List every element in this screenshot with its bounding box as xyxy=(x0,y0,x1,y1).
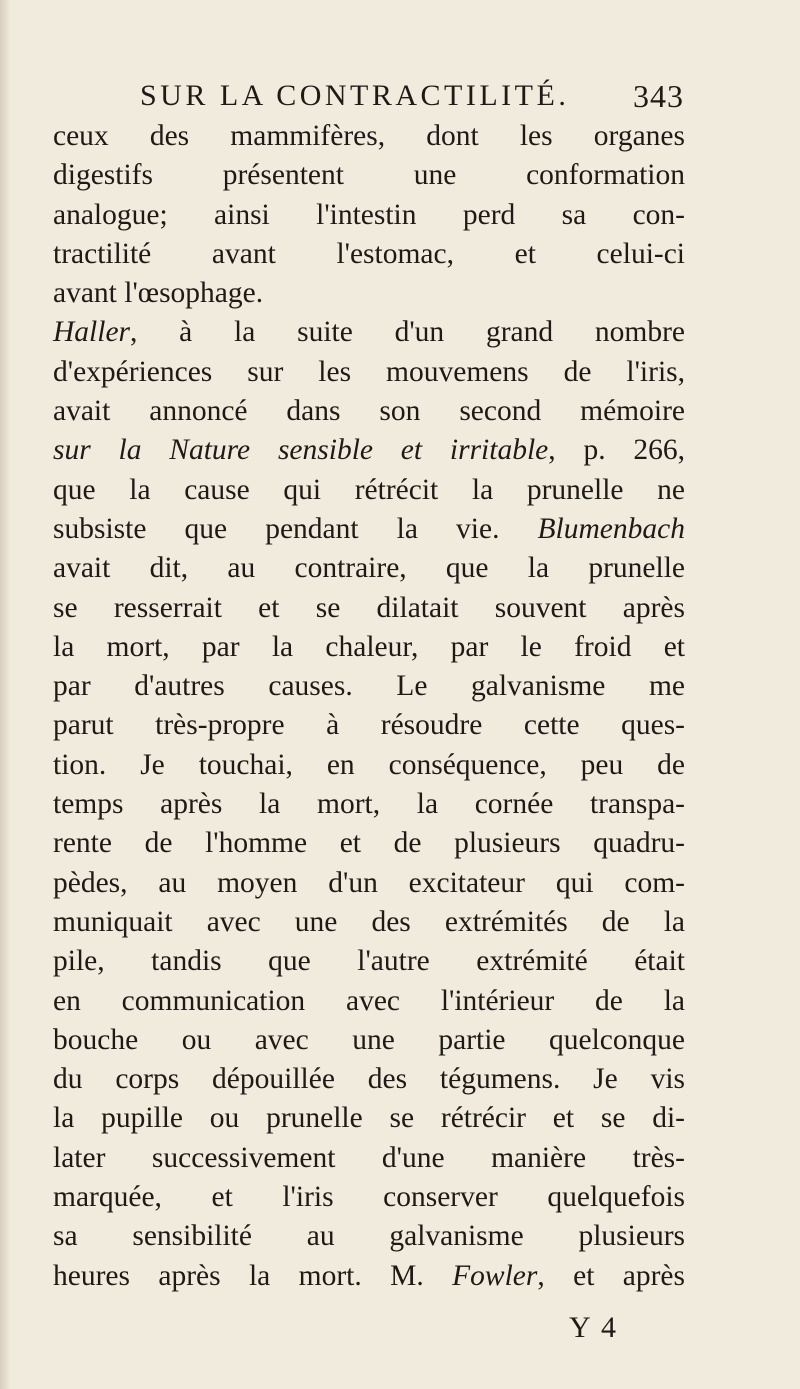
text-segment: par d'autres causes. Le galvanisme me xyxy=(53,670,685,703)
text-line xyxy=(53,589,685,628)
italic-segment: Fowler xyxy=(452,1259,538,1292)
text-segment: muniquait avec une des extrémités de la xyxy=(53,905,685,938)
text-segment: digestifs présentent une conformation xyxy=(53,159,685,192)
text-line xyxy=(53,392,685,431)
text-line xyxy=(53,431,685,470)
text-segment: , p. 266, xyxy=(548,434,685,467)
text-segment: heures après la mort. M. xyxy=(53,1259,453,1292)
text-line xyxy=(53,549,685,588)
text-segment: parut très-propre à résoudre cette ques- xyxy=(53,709,685,742)
text-segment: avant l'œsophage. xyxy=(53,277,264,310)
text-segment: se resserrait et se dilatait souvent après xyxy=(53,591,685,624)
text-segment: marquée, et l'iris conserver quelquefois xyxy=(53,1181,685,1214)
text-line xyxy=(53,313,685,352)
text-line xyxy=(53,471,685,510)
text-line xyxy=(53,1139,685,1178)
text-line xyxy=(53,353,685,392)
page-edge xyxy=(0,0,9,1389)
text-segment: later successivement d'une manière très- xyxy=(53,1141,685,1174)
text-line xyxy=(53,274,685,313)
text-line xyxy=(53,706,685,745)
signature-mark: Y 4 xyxy=(569,1311,619,1344)
text-line xyxy=(53,864,685,903)
text-segment: la pupille ou prunelle se rétrécir et se di- xyxy=(53,1102,685,1135)
text-line xyxy=(53,628,685,667)
text-segment: temps après la mort, la cornée transpa- xyxy=(53,788,685,821)
text-segment: pèdes, au moyen d'un excitateur qui com- xyxy=(53,866,685,899)
text-segment: sa sensibilité au galvanisme plusieurs xyxy=(53,1220,685,1253)
text-line xyxy=(53,1060,685,1099)
text-segment: subsiste que pendant la vie. xyxy=(53,512,538,545)
text-segment: avait dit, au contraire, que la prunelle xyxy=(53,552,685,585)
text-line xyxy=(53,982,685,1021)
text-segment: pile, tandis que l'autre extrémité était xyxy=(53,945,685,978)
text-segment: , et après xyxy=(537,1259,686,1292)
text-line xyxy=(53,1217,685,1256)
text-segment: tractilité avant l'estomac, et celui-ci xyxy=(53,237,685,270)
text-line xyxy=(53,235,685,274)
text-line xyxy=(53,156,685,195)
italic-segment: Haller xyxy=(53,316,131,349)
text-segment: avait annoncé dans son second mémoire xyxy=(53,395,685,428)
text-line xyxy=(53,510,685,549)
text-segment: la mort, par la chaleur, par le froid et xyxy=(53,630,685,663)
text-line xyxy=(53,667,685,706)
text-line xyxy=(53,746,685,785)
text-line xyxy=(53,785,685,824)
page-number: 343 xyxy=(633,78,684,114)
text-line xyxy=(53,1257,685,1296)
text-segment: , à la suite d'un grand nombre xyxy=(130,316,685,349)
text-segment: ceux des mammifères, dont les organes xyxy=(53,120,685,152)
text-segment: bouche ou avec une partie quelconque xyxy=(53,1023,685,1056)
text-segment: analogue; ainsi l'intestin perd sa con- xyxy=(53,198,685,231)
running-header xyxy=(140,76,684,116)
text-segment: que la cause qui rétrécit la prunelle ne xyxy=(53,473,685,506)
text-segment: tion. Je touchai, en conséquence, peu de xyxy=(53,748,685,781)
text-line xyxy=(53,1021,685,1060)
text-line xyxy=(53,1178,685,1217)
text-line xyxy=(53,942,685,981)
text-segment: d'expériences sur les mouvemens de l'iris, xyxy=(53,355,685,388)
text-segment: du corps dépouillée des tégumens. Je vis xyxy=(53,1063,685,1096)
text-segment: rente de l'homme et de plusieurs quadru- xyxy=(53,827,685,860)
running-title: SUR LA CONTRACTILITÉ. xyxy=(140,79,570,112)
italic-segment: Blumenbach xyxy=(537,512,685,545)
text-line xyxy=(53,1099,685,1138)
text-segment: en communication avec l'intérieur de la xyxy=(53,984,685,1017)
body-text xyxy=(53,117,685,1296)
italic-segment: sur la Nature sensible et irritable xyxy=(53,434,549,467)
text-line xyxy=(53,117,685,156)
text-line xyxy=(53,824,685,863)
text-line xyxy=(53,903,685,942)
text-line xyxy=(53,196,685,235)
